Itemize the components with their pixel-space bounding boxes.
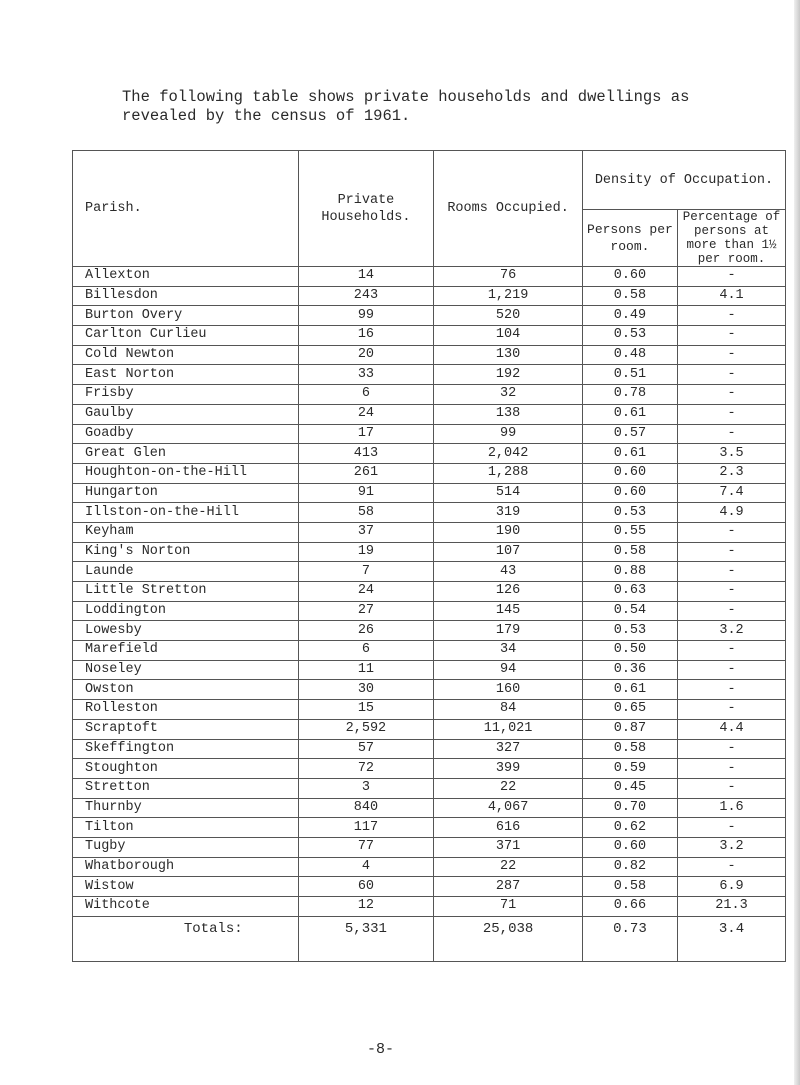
cell-persons-per-room: 0.60	[582, 483, 677, 503]
cell-rooms: 190	[434, 522, 583, 542]
cell-parish: Allexton	[73, 267, 299, 287]
intro-paragraph	[122, 88, 742, 126]
cell-persons-per-room: 0.61	[582, 444, 677, 464]
totals-row	[73, 916, 786, 961]
header-density: Density of Occupation.	[582, 151, 785, 210]
intro-line-1: The following table shows private households and dwellings as	[122, 88, 690, 106]
cell-households: 99	[298, 306, 434, 326]
table-row	[73, 837, 786, 857]
cell-persons-per-room: 0.70	[582, 798, 677, 818]
cell-parish: Goadby	[73, 424, 299, 444]
cell-parish: Little Stretton	[73, 582, 299, 602]
totals-rooms: 25,038	[434, 916, 583, 961]
table-row	[73, 404, 786, 424]
cell-parish: Rolleston	[73, 700, 299, 720]
table-row	[73, 562, 786, 582]
cell-households: 15	[298, 700, 434, 720]
cell-households: 27	[298, 601, 434, 621]
table-row	[73, 267, 786, 287]
cell-parish: Tugby	[73, 837, 299, 857]
table-row	[73, 857, 786, 877]
cell-households: 413	[298, 444, 434, 464]
table-row	[73, 739, 786, 759]
table-row	[73, 778, 786, 798]
cell-percentage: -	[678, 424, 786, 444]
cell-rooms: 179	[434, 621, 583, 641]
cell-percentage: -	[678, 562, 786, 582]
table-row	[73, 680, 786, 700]
cell-households: 17	[298, 424, 434, 444]
table-row	[73, 326, 786, 346]
cell-households: 91	[298, 483, 434, 503]
cell-parish: Owston	[73, 680, 299, 700]
cell-percentage: -	[678, 582, 786, 602]
totals-pct: 3.4	[678, 916, 786, 961]
table-row	[73, 522, 786, 542]
cell-persons-per-room: 0.57	[582, 424, 677, 444]
cell-percentage: 4.4	[678, 719, 786, 739]
cell-households: 19	[298, 542, 434, 562]
cell-rooms: 71	[434, 897, 583, 917]
cell-percentage: -	[678, 404, 786, 424]
cell-households: 30	[298, 680, 434, 700]
cell-households: 7	[298, 562, 434, 582]
cell-rooms: 76	[434, 267, 583, 287]
table-row	[73, 700, 786, 720]
cell-persons-per-room: 0.60	[582, 267, 677, 287]
cell-rooms: 107	[434, 542, 583, 562]
cell-parish: Noseley	[73, 660, 299, 680]
table-row	[73, 660, 786, 680]
table-row	[73, 503, 786, 523]
cell-parish: Cold Newton	[73, 345, 299, 365]
intro-line-2: revealed by the census of 1961.	[122, 107, 411, 125]
cell-parish: Withcote	[73, 897, 299, 917]
cell-percentage: -	[678, 385, 786, 405]
cell-persons-per-room: 0.53	[582, 326, 677, 346]
cell-rooms: 2,042	[434, 444, 583, 464]
cell-percentage: -	[678, 700, 786, 720]
table-row	[73, 759, 786, 779]
cell-persons-per-room: 0.54	[582, 601, 677, 621]
table-row	[73, 719, 786, 739]
cell-percentage: 2.3	[678, 463, 786, 483]
cell-parish: Billesdon	[73, 286, 299, 306]
header-households: Private Households.	[298, 151, 434, 267]
cell-rooms: 371	[434, 837, 583, 857]
cell-persons-per-room: 0.60	[582, 463, 677, 483]
cell-rooms: 34	[434, 641, 583, 661]
cell-rooms: 84	[434, 700, 583, 720]
cell-parish: Illston-on-the-Hill	[73, 503, 299, 523]
cell-households: 24	[298, 582, 434, 602]
cell-percentage: 3.5	[678, 444, 786, 464]
cell-percentage: 4.1	[678, 286, 786, 306]
cell-households: 4	[298, 857, 434, 877]
cell-households: 72	[298, 759, 434, 779]
table-row	[73, 483, 786, 503]
cell-parish: East Norton	[73, 365, 299, 385]
cell-percentage: -	[678, 641, 786, 661]
cell-rooms: 145	[434, 601, 583, 621]
table-row	[73, 345, 786, 365]
cell-percentage: -	[678, 601, 786, 621]
cell-persons-per-room: 0.58	[582, 739, 677, 759]
cell-parish: Houghton-on-the-Hill	[73, 463, 299, 483]
cell-households: 243	[298, 286, 434, 306]
cell-persons-per-room: 0.62	[582, 818, 677, 838]
cell-persons-per-room: 0.78	[582, 385, 677, 405]
cell-percentage: 4.9	[678, 503, 786, 523]
cell-parish: Marefield	[73, 641, 299, 661]
cell-persons-per-room: 0.58	[582, 877, 677, 897]
cell-percentage: 6.9	[678, 877, 786, 897]
cell-persons-per-room: 0.48	[582, 345, 677, 365]
cell-percentage: -	[678, 680, 786, 700]
scan-edge-shadow	[794, 0, 800, 1085]
cell-percentage: 1.6	[678, 798, 786, 818]
cell-percentage: -	[678, 660, 786, 680]
cell-parish: Lowesby	[73, 621, 299, 641]
cell-percentage: 3.2	[678, 837, 786, 857]
cell-households: 117	[298, 818, 434, 838]
cell-parish: Keyham	[73, 522, 299, 542]
table-row	[73, 897, 786, 917]
cell-rooms: 514	[434, 483, 583, 503]
cell-persons-per-room: 0.58	[582, 542, 677, 562]
cell-parish: Stretton	[73, 778, 299, 798]
table-row	[73, 582, 786, 602]
cell-persons-per-room: 0.66	[582, 897, 677, 917]
table-row	[73, 424, 786, 444]
cell-parish: Burton Overy	[73, 306, 299, 326]
cell-persons-per-room: 0.61	[582, 404, 677, 424]
cell-parish: Hungarton	[73, 483, 299, 503]
cell-persons-per-room: 0.55	[582, 522, 677, 542]
cell-persons-per-room: 0.58	[582, 286, 677, 306]
cell-percentage: 3.2	[678, 621, 786, 641]
cell-parish: Skeffington	[73, 739, 299, 759]
cell-rooms: 616	[434, 818, 583, 838]
table-row	[73, 542, 786, 562]
cell-rooms: 99	[434, 424, 583, 444]
cell-percentage: -	[678, 542, 786, 562]
cell-parish: Thurnby	[73, 798, 299, 818]
cell-percentage: -	[678, 365, 786, 385]
cell-persons-per-room: 0.61	[582, 680, 677, 700]
header-percentage: Percentage of persons at more than 1½ per room.	[678, 210, 786, 267]
cell-persons-per-room: 0.49	[582, 306, 677, 326]
cell-persons-per-room: 0.51	[582, 365, 677, 385]
cell-rooms: 1,219	[434, 286, 583, 306]
table-row	[73, 641, 786, 661]
cell-households: 261	[298, 463, 434, 483]
cell-households: 6	[298, 385, 434, 405]
cell-rooms: 43	[434, 562, 583, 582]
cell-parish: King's Norton	[73, 542, 299, 562]
cell-parish: Loddington	[73, 601, 299, 621]
cell-rooms: 327	[434, 739, 583, 759]
table-row	[73, 365, 786, 385]
cell-households: 77	[298, 837, 434, 857]
cell-parish: Scraptoft	[73, 719, 299, 739]
cell-parish: Frisby	[73, 385, 299, 405]
cell-rooms: 138	[434, 404, 583, 424]
table-row	[73, 385, 786, 405]
table-row	[73, 463, 786, 483]
table-row	[73, 877, 786, 897]
cell-persons-per-room: 0.60	[582, 837, 677, 857]
page-number: -8-	[367, 1041, 395, 1058]
cell-households: 60	[298, 877, 434, 897]
cell-households: 33	[298, 365, 434, 385]
cell-percentage: -	[678, 818, 786, 838]
table-row	[73, 621, 786, 641]
cell-households: 20	[298, 345, 434, 365]
cell-households: 57	[298, 739, 434, 759]
cell-rooms: 1,288	[434, 463, 583, 483]
cell-rooms: 192	[434, 365, 583, 385]
cell-households: 14	[298, 267, 434, 287]
cell-persons-per-room: 0.63	[582, 582, 677, 602]
table-row	[73, 286, 786, 306]
cell-rooms: 11,021	[434, 719, 583, 739]
cell-rooms: 130	[434, 345, 583, 365]
cell-parish: Whatborough	[73, 857, 299, 877]
cell-rooms: 104	[434, 326, 583, 346]
cell-rooms: 520	[434, 306, 583, 326]
cell-rooms: 399	[434, 759, 583, 779]
cell-households: 12	[298, 897, 434, 917]
cell-parish: Great Glen	[73, 444, 299, 464]
census-table	[72, 150, 786, 962]
table-row	[73, 601, 786, 621]
cell-rooms: 22	[434, 857, 583, 877]
cell-persons-per-room: 0.36	[582, 660, 677, 680]
cell-parish: Carlton Curlieu	[73, 326, 299, 346]
cell-persons-per-room: 0.50	[582, 641, 677, 661]
cell-households: 58	[298, 503, 434, 523]
cell-rooms: 319	[434, 503, 583, 523]
cell-households: 6	[298, 641, 434, 661]
cell-parish: Gaulby	[73, 404, 299, 424]
cell-households: 2,592	[298, 719, 434, 739]
cell-persons-per-room: 0.88	[582, 562, 677, 582]
table-row	[73, 798, 786, 818]
table-row	[73, 818, 786, 838]
totals-ppr: 0.73	[582, 916, 677, 961]
cell-parish: Launde	[73, 562, 299, 582]
cell-persons-per-room: 0.87	[582, 719, 677, 739]
cell-households: 16	[298, 326, 434, 346]
table-row	[73, 306, 786, 326]
cell-rooms: 4,067	[434, 798, 583, 818]
header-persons-per-room: Persons per room.	[582, 210, 677, 267]
cell-persons-per-room: 0.53	[582, 503, 677, 523]
table-body	[73, 267, 786, 917]
cell-rooms: 287	[434, 877, 583, 897]
cell-percentage: -	[678, 857, 786, 877]
cell-percentage: 21.3	[678, 897, 786, 917]
cell-households: 3	[298, 778, 434, 798]
cell-percentage: -	[678, 306, 786, 326]
cell-households: 840	[298, 798, 434, 818]
cell-percentage: -	[678, 522, 786, 542]
header-parish: Parish.	[73, 151, 299, 267]
table-row	[73, 444, 786, 464]
cell-rooms: 32	[434, 385, 583, 405]
cell-rooms: 22	[434, 778, 583, 798]
cell-households: 37	[298, 522, 434, 542]
cell-households: 11	[298, 660, 434, 680]
cell-parish: Tilton	[73, 818, 299, 838]
cell-households: 26	[298, 621, 434, 641]
cell-percentage: -	[678, 267, 786, 287]
cell-percentage: -	[678, 759, 786, 779]
cell-parish: Wistow	[73, 877, 299, 897]
cell-persons-per-room: 0.59	[582, 759, 677, 779]
cell-persons-per-room: 0.82	[582, 857, 677, 877]
header-rooms: Rooms Occupied.	[434, 151, 583, 267]
totals-households: 5,331	[298, 916, 434, 961]
cell-percentage: -	[678, 326, 786, 346]
cell-persons-per-room: 0.45	[582, 778, 677, 798]
cell-persons-per-room: 0.53	[582, 621, 677, 641]
cell-rooms: 94	[434, 660, 583, 680]
cell-persons-per-room: 0.65	[582, 700, 677, 720]
cell-households: 24	[298, 404, 434, 424]
cell-parish: Stoughton	[73, 759, 299, 779]
cell-percentage: -	[678, 739, 786, 759]
cell-percentage: -	[678, 778, 786, 798]
totals-label: Totals:	[73, 916, 299, 961]
cell-rooms: 160	[434, 680, 583, 700]
cell-percentage: 7.4	[678, 483, 786, 503]
cell-percentage: -	[678, 345, 786, 365]
cell-rooms: 126	[434, 582, 583, 602]
